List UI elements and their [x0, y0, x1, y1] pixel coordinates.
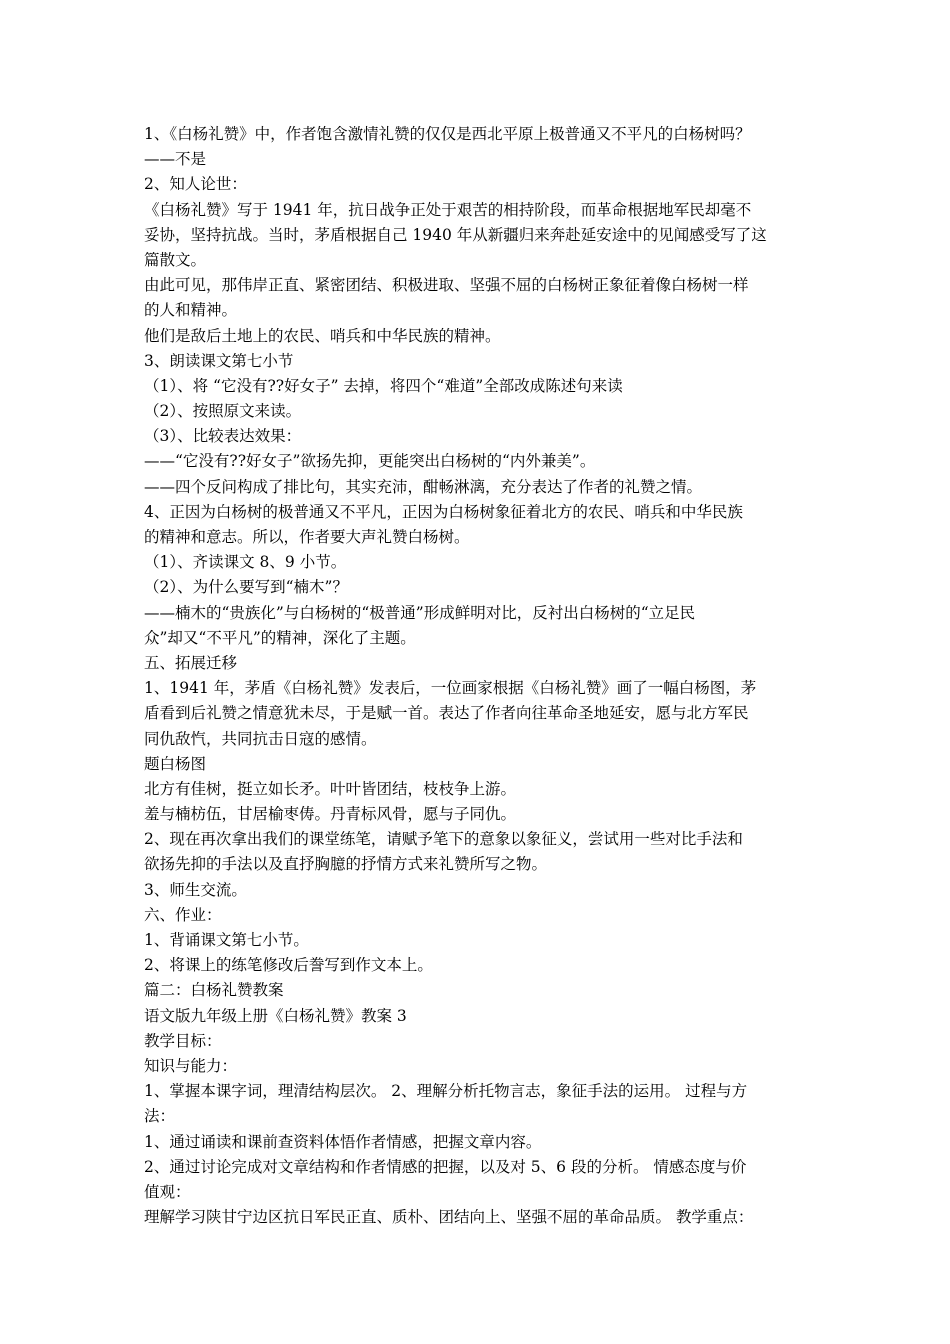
text-line: 《白杨礼赞》写于 1941 年，抗日战争正处于艰苦的相持阶段，而革命根据地军民却毫不 [144, 200, 752, 219]
text-line: （3）、比较表达效果： [144, 427, 302, 446]
text-line: 1、1941 年，茅盾《白杨礼赞》发表后，一位画家根据《白杨礼赞》画了一幅白杨图，茅 [144, 679, 757, 698]
text-line: 的人和精神。 [144, 301, 238, 320]
text-line: 2、通过讨论完成对文章结构和作者情感的把握，以及对 5、6 段的分析。 情感态度与价 [144, 1157, 747, 1176]
text-line: 欲扬先抑的手法以及直抒胸臆的抒情方式来礼赞所写之物。 [144, 855, 548, 874]
text-line: 羞与楠枋伍，甘居榆枣俦。丹青标风骨，愿与子同仇。 [144, 805, 517, 824]
text-line: 2、知人论世： [144, 175, 247, 194]
text-line: 由此可见，那伟岸正直、紧密团结、积极进取、坚强不屈的白杨树正象征着像白杨树一样 [144, 276, 749, 295]
text-line: ——“它没有??好女子”欲扬先抑，更能突出白杨树的“内外兼美”。 [144, 452, 596, 471]
text-line: 北方有佳树，挺立如长矛。叶叶皆团结，枝枝争上游。 [144, 779, 517, 798]
text-line: 的精神和意志。所以，作者要大声礼赞白杨树。 [144, 528, 470, 546]
text-line: 五、拓展迁移 [144, 653, 238, 672]
text-line: 3、朗读课文第七小节 [144, 351, 294, 370]
text-line: 同仇敌忾，共同抗击日寇的感情。 [144, 729, 377, 748]
text-line: 众”却又“不平凡”的精神，深化了主题。 [144, 628, 416, 647]
text-line: （1）、齐读课文 8、9 小节。 [144, 553, 347, 572]
text-line: 1、掌握本课字词，理清结构层次。 2、理解分析托物言志，象征手法的运用。 过程与方 [144, 1082, 748, 1101]
text-line: （1）、将 “它没有??好女子” 去掉，将四个“难道”全部改成陈述句来读 [144, 376, 623, 395]
text-line: 盾看到后礼赞之情意犹未尽，于是赋一首。表达了作者向往革命圣地延安，愿与北方军民 [144, 704, 749, 723]
text-line: 理解学习陕甘宁边区抗日军民正直、质朴、团结向上、坚强不屈的革命品质。 教学重点： [144, 1208, 754, 1227]
text-line: 法： [144, 1107, 176, 1126]
text-line: 4、正因为白杨树的极普通又不平凡，正因为白杨树象征着北方的农民、哨兵和中华民族 [144, 502, 743, 521]
text-line: （2）、为什么要写到“楠木”？ [144, 578, 348, 597]
text-line: 妥协，坚持抗战。当时，茅盾根据自己 1940 年从新疆归来奔赴延安途中的见闻感受写了这 [144, 225, 767, 244]
text-line: 1、《白杨礼赞》中，作者饱含激情礼赞的仅仅是西北平原上极普通又不平凡的白杨树吗？ [144, 125, 751, 143]
text-line: 3、师生交流。 [144, 880, 247, 899]
text-line: 语文版九年级上册《白杨礼赞》教案 3 [144, 1006, 407, 1025]
text-line: 2、现在再次拿出我们的课堂练笔，请赋予笔下的意象以象征义，尝试用一些对比手法和 [144, 830, 743, 849]
text-line: 1、通过诵读和课前查资料体悟作者情感，把握文章内容。 [144, 1132, 542, 1151]
document-page [144, 122, 816, 1230]
text-line: ——四个反问构成了排比句，其实充沛，酣畅淋漓，充分表达了作者的礼赞之情。 [144, 477, 703, 496]
text-line: 教学目标： [144, 1031, 222, 1050]
text-line: 2、将课上的练笔修改后誊写到作文本上。 [144, 956, 433, 975]
text-line: ——不是 [144, 150, 207, 169]
text-line: 他们是敌后土地上的农民、哨兵和中华民族的精神。 [144, 326, 501, 345]
text-line: 1、背诵课文第七小节。 [144, 931, 309, 949]
text-line: 六、作业： [144, 905, 222, 924]
text-line: 值观： [144, 1182, 191, 1201]
text-line: ——楠木的“贵族化”与白杨树的“极普通”形成鲜明对比，反衬出白杨树的“立足民 [144, 603, 696, 622]
text-line: 题白杨图 [144, 754, 207, 773]
text-line: 篇散文。 [144, 250, 207, 269]
text-line: （2）、按照原文来读。 [144, 402, 302, 421]
text-line: 知识与能力： [144, 1056, 238, 1075]
text-line: 篇二：白杨礼赞教案 [144, 981, 284, 1000]
